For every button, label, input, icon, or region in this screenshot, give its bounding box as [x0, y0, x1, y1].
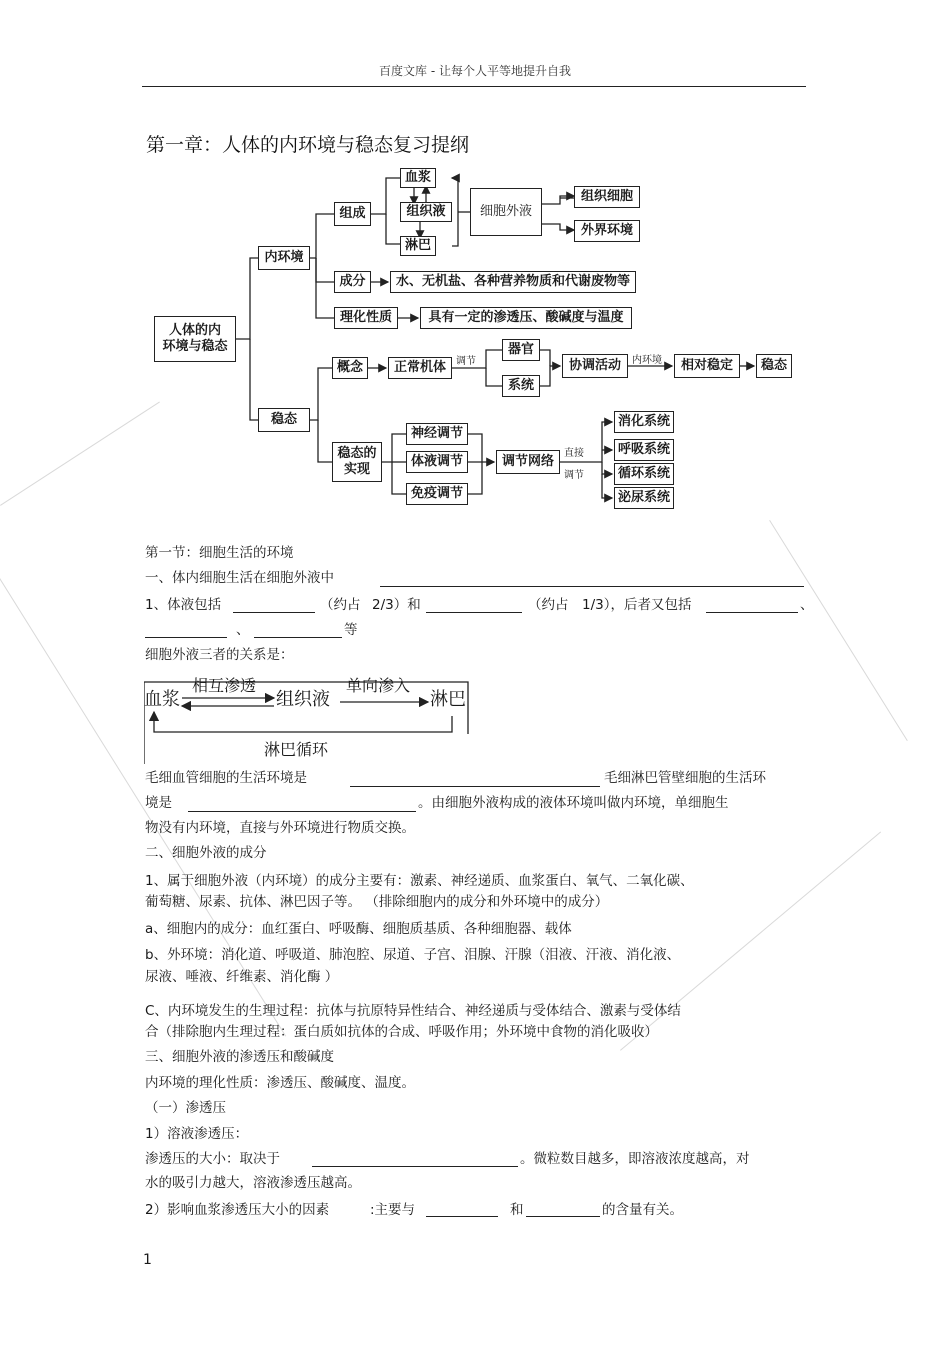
para-maoxi-c: 境是 [145, 795, 172, 811]
node-lihua: 理化性质 [334, 307, 398, 329]
rel-danxiang: 单向渗入 [346, 676, 411, 695]
s3-line-1: 内环境的理化性质：渗透压、酸碱度、温度。 [145, 1075, 415, 1091]
s2-line-b2: 尿液、唾液、纤维素、消化酶 ） [145, 969, 339, 985]
relation-diagram [144, 676, 470, 764]
line-1: 一、体内细胞生活在细胞外液中 [145, 570, 334, 586]
s2-line-b1: b、外环境：消化道、呼吸道、肺泡腔、尿道、子宫、泪腺、汗腺（泪液、汗液、消化液、 [145, 947, 681, 963]
node-shixian: 稳态的 实现 [332, 442, 382, 482]
s3-line-6a: 2）影响血浆渗透压大小的因素 [145, 1202, 330, 1218]
node-xiaohua: 消化系统 [614, 411, 674, 433]
node-xuejiang: 血浆 [400, 168, 436, 188]
s3-line-2: （一）渗透压 [145, 1100, 226, 1116]
node-chengfen: 成分 [334, 271, 371, 293]
node-xunhuan: 循环系统 [614, 463, 674, 485]
node-zuzhixibao: 组织细胞 [574, 186, 640, 208]
blank-tiye-4 [145, 637, 227, 638]
line-2d: （约占 [528, 597, 569, 613]
line-2a: 1、体液包括 [145, 597, 222, 613]
blank-tiye-1 [233, 612, 315, 613]
node-xitong: 系统 [502, 375, 540, 397]
para-maoxi-a: 毛细血管细胞的生活环境是 [145, 770, 307, 786]
page-number: 1 [143, 1252, 152, 1268]
node-root: 人体的内 环境与稳态 [154, 316, 236, 362]
s2-line-a: a、细胞内的成分：血红蛋白、呼吸酶、细胞质基质、各种细胞器、载体 [145, 921, 572, 937]
node-xibaowaiye: 细胞外液 [470, 188, 542, 236]
node-waijie: 外界环境 [574, 220, 640, 242]
node-zuzhiye: 组织液 [400, 202, 452, 222]
s3-line-6b: :主要与 [370, 1202, 416, 1218]
node-xiangdui: 相对稳定 [674, 354, 740, 378]
s3-line-5: 水的吸引力越大，溶液渗透压越高。 [145, 1175, 361, 1191]
concept-map [146, 164, 794, 516]
blank-factor-1 [426, 1216, 498, 1217]
para-maoxi-d: 。由细胞外液构成的液体环境叫做内环境，单细胞生 [418, 795, 729, 811]
node-neihuanjing: 内环境 [258, 246, 310, 270]
line-2b: （约占 [320, 597, 361, 613]
node-zucheng: 组成 [334, 202, 371, 226]
section-1-heading: 第一节：细胞生活的环境 [145, 545, 294, 561]
label-tiaojie: 调节 [456, 356, 476, 367]
blank-factor-2 [526, 1216, 600, 1217]
s2-line-1b: 葡萄糖、尿素、抗体、淋巴因子等。 （排除细胞内的成分和外环境中的成分） [145, 894, 609, 910]
s3-line-4a: 渗透压的大小：取决于 [145, 1151, 280, 1167]
watermark-line [769, 520, 908, 741]
section-3-heading: 三、细胞外液的渗透压和酸碱度 [145, 1049, 334, 1065]
blank-tiye-5 [254, 637, 342, 638]
section-2-heading: 二、细胞外液的成分 [145, 845, 267, 861]
node-huxi: 呼吸系统 [614, 439, 674, 461]
s3-line-6c: 和 [510, 1202, 524, 1218]
node-gainian: 概念 [332, 357, 368, 379]
node-wangluo: 调节网络 [496, 450, 560, 474]
line-4: 细胞外液三者的关系是： [145, 647, 294, 663]
rel-xuejiang: 血浆 [144, 689, 180, 710]
blank-tiye-3 [706, 612, 798, 613]
watermark-line [0, 402, 160, 506]
node-chengfen-content: 水、无机盐、各种营养物质和代谢废物等 [390, 271, 636, 293]
s2-line-c2: 合（排除胞内生理过程：蛋白质如抗体的合成、呼吸作用；外环境中食物的消化吸收） [145, 1024, 658, 1040]
s3-line-4b: 。微粒数目越多，即溶液浓度越高，对 [520, 1151, 750, 1167]
s2-line-1a: 1、属于细胞外液（内环境）的成分主要有：激素、神经递质、血浆蛋白、氧气、二氧化碳、 [145, 873, 694, 889]
line-2f: 、 [800, 597, 814, 613]
label-neihuanjing: 内环境 [632, 355, 662, 366]
rel-linbaxunhuan: 淋巴循环 [264, 740, 329, 759]
header-divider [142, 86, 806, 87]
s3-line-3: 1）溶液渗透压： [145, 1126, 249, 1142]
blank-shentouya [312, 1166, 518, 1167]
node-zhengchang: 正常机体 [388, 357, 452, 379]
line-3a: 、 [236, 622, 250, 638]
node-linba: 淋巴 [400, 236, 436, 256]
rel-linba: 淋巴 [430, 689, 466, 710]
rel-zuzhiye: 组织液 [276, 689, 330, 710]
node-tiye: 体液调节 [406, 451, 468, 473]
node-miniao: 泌尿系统 [614, 487, 674, 509]
page-header: 百度文库 - 让每个人平等地提升自我 [379, 64, 571, 78]
para-maoxi-e: 物没有内环境，直接与外环境进行物质交换。 [145, 820, 415, 836]
blank-maoxi-2 [188, 811, 416, 812]
node-wentai: 稳态 [258, 408, 310, 432]
para-maoxi-b: 毛细淋巴管壁细胞的生活环 [604, 770, 766, 786]
rel-xianghu: 相互渗透 [192, 676, 257, 695]
node-shenjing: 神经调节 [406, 423, 468, 445]
label-zhijie: 直接 [564, 448, 584, 459]
blank-maoxi-1 [350, 786, 600, 787]
line-3b: 等 [344, 622, 358, 638]
s3-line-6d: 的含量有关。 [602, 1202, 683, 1218]
s2-line-c1: C、内环境发生的生理过程：抗体与抗原特异性结合、神经递质与受体结合、激素与受体结 [145, 1003, 681, 1019]
line-2e: 1/3），后者又包括 [582, 597, 692, 613]
node-wentai2: 稳态 [756, 354, 792, 378]
node-lihua-content: 具有一定的渗透压、酸碱度与温度 [420, 307, 632, 329]
page-title: 第一章：人体的内环境与稳态复习提纲 [146, 134, 470, 156]
node-xietiao: 协调活动 [562, 354, 628, 378]
blank-tiye-2 [426, 612, 522, 613]
line-2c: 2/3）和 [372, 597, 421, 613]
node-mianyi: 免疫调节 [406, 483, 468, 505]
label-tiaojie2: 调节 [564, 470, 584, 481]
blank-line-1 [380, 586, 804, 587]
node-qiguan: 器官 [502, 339, 540, 361]
